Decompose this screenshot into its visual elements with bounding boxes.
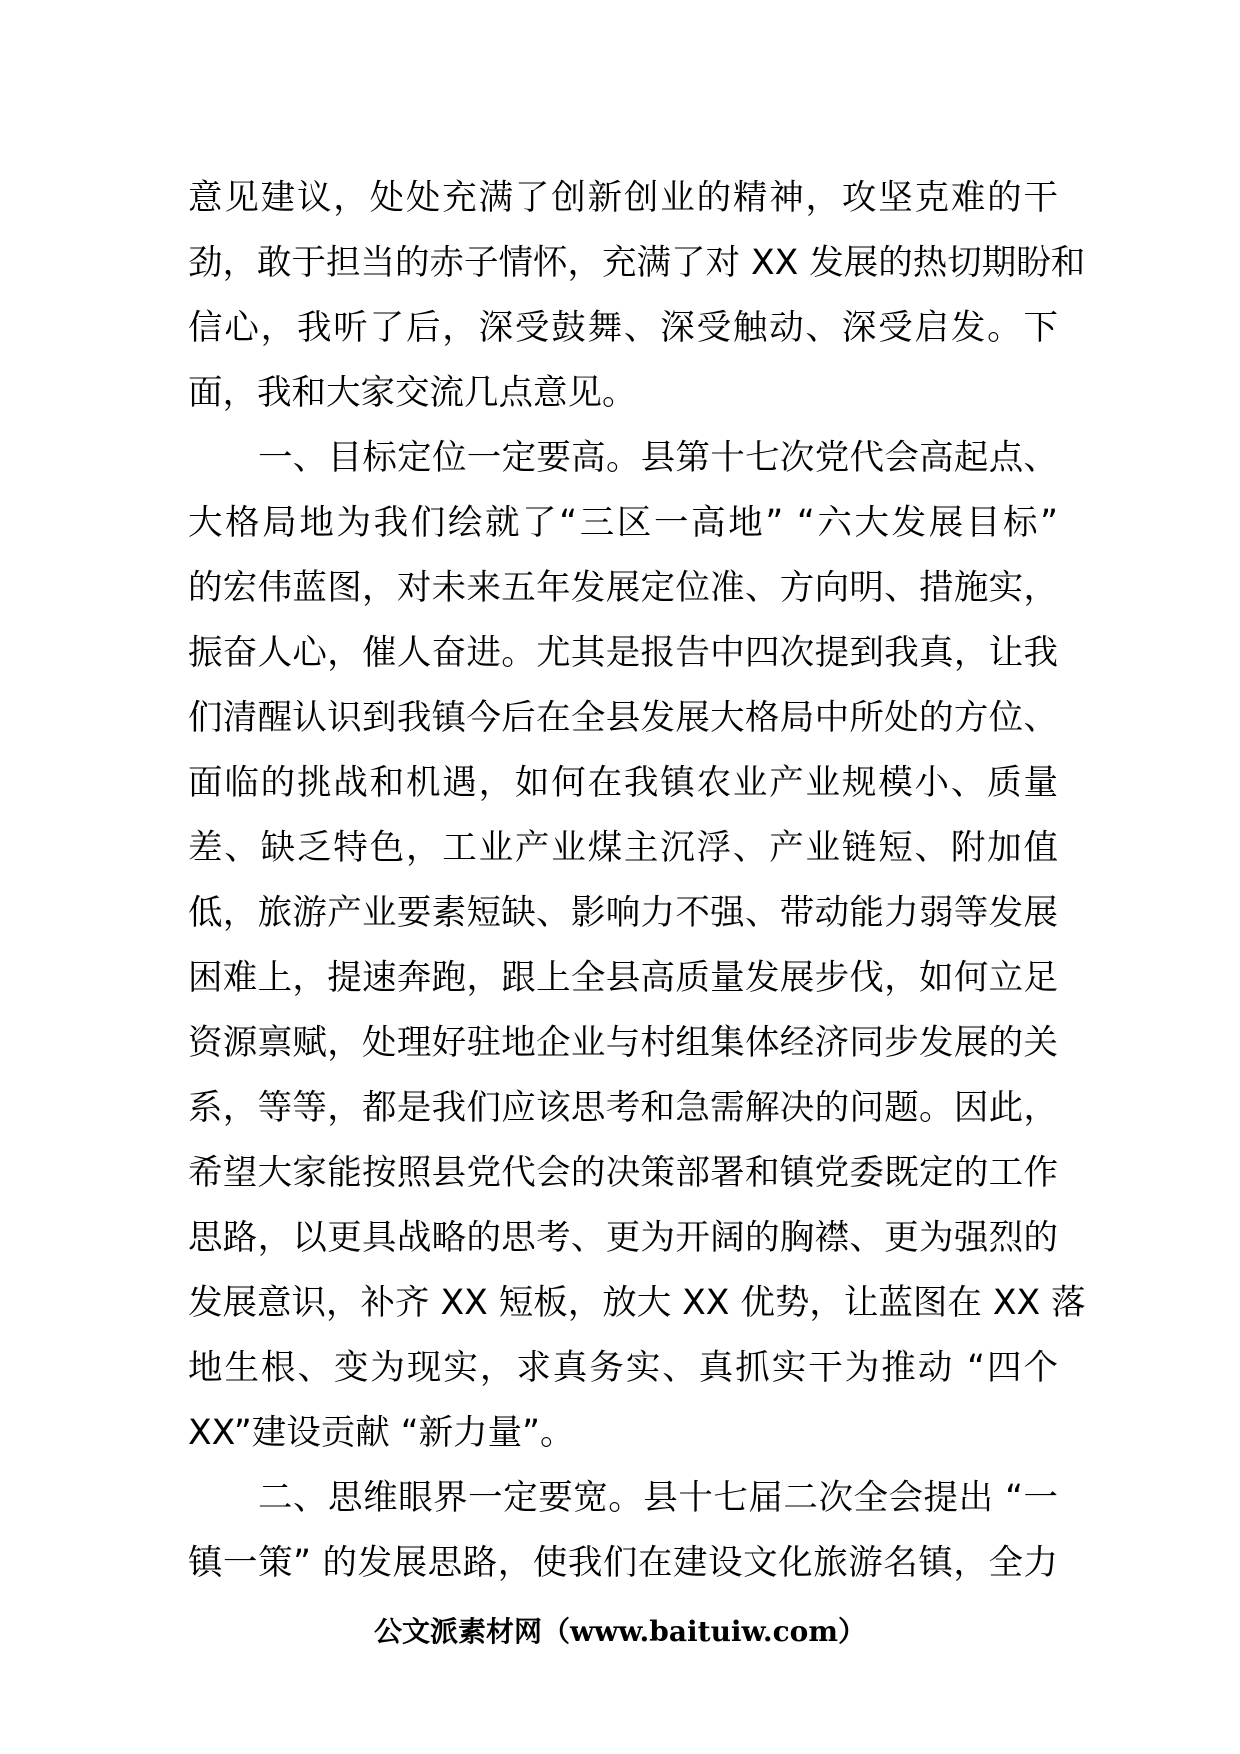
paragraph-heading-line: 一、目标定位一定要高。县第十七次党代会高起点、 [258,438,1058,478]
footer-watermark: 公文派素材网（www.baituiw.com） [374,1615,866,1648]
text-line: 系，等等，都是我们应该思考和急需解决的问题。因此， [188,1088,1058,1128]
text-line: 思路，以更具战略的思考、更为开阔的胸襟、更为强烈的 [188,1218,1058,1258]
text-line: 振奋人心，催人奋进。尤其是报告中四次提到我真，让我 [188,633,1058,673]
text-line: 劲，敢于担当的赤子情怀，充满了对 XX 发展的热切期盼和 [188,243,1086,283]
text-line: 信心，我听了后，深受鼓舞、深受触动、深受启发。下 [188,308,1058,348]
text-line: 发展意识，补齐 XX 短板，放大 XX 优势，让蓝图在 XX 落 [188,1283,1086,1323]
text-line: XX”建设贡献 “新力量”。 [188,1413,575,1453]
text-line: 希望大家能按照县党代会的决策部署和镇党委既定的工作 [188,1153,1058,1193]
text-line: 们清醒认识到我镇今后在全县发展大格局中所处的方位、 [188,698,1058,738]
text-line: 的宏伟蓝图，对未来五年发展定位准、方向明、措施实， [188,568,1058,608]
text-line: 镇一策” 的发展思路，使我们在建设文化旅游名镇，全力 [188,1543,1058,1583]
text-line: 面临的挑战和机遇，如何在我镇农业产业规模小、质量 [188,763,1058,803]
text-line: 大格局地为我们绘就了“三区一高地” “六大发展目标” [188,503,1058,543]
text-line: 低，旅游产业要素短缺、影响力不强、带动能力弱等发展 [188,893,1058,933]
text-line: 资源禀赋，处理好驻地企业与村组集体经济同步发展的关 [188,1023,1058,1063]
paragraph-heading-line: 二、思维眼界一定要宽。县十七届二次全会提出 “一 [258,1478,1058,1518]
text-line: 意见建议，处处充满了创新创业的精神，攻坚克难的干 [188,178,1058,218]
text-line: 差、缺乏特色，工业产业煤主沉浮、产业链短、附加值 [188,828,1058,868]
body-text [188,166,1086,1596]
text-line: 地生根、变为现实，求真务实、真抓实干为推动 “四个 [188,1348,1058,1388]
text-line: 困难上，提速奔跑，跟上全县高质量发展步伐，如何立足 [188,958,1058,998]
text-line: 面，我和大家交流几点意见。 [188,373,637,413]
